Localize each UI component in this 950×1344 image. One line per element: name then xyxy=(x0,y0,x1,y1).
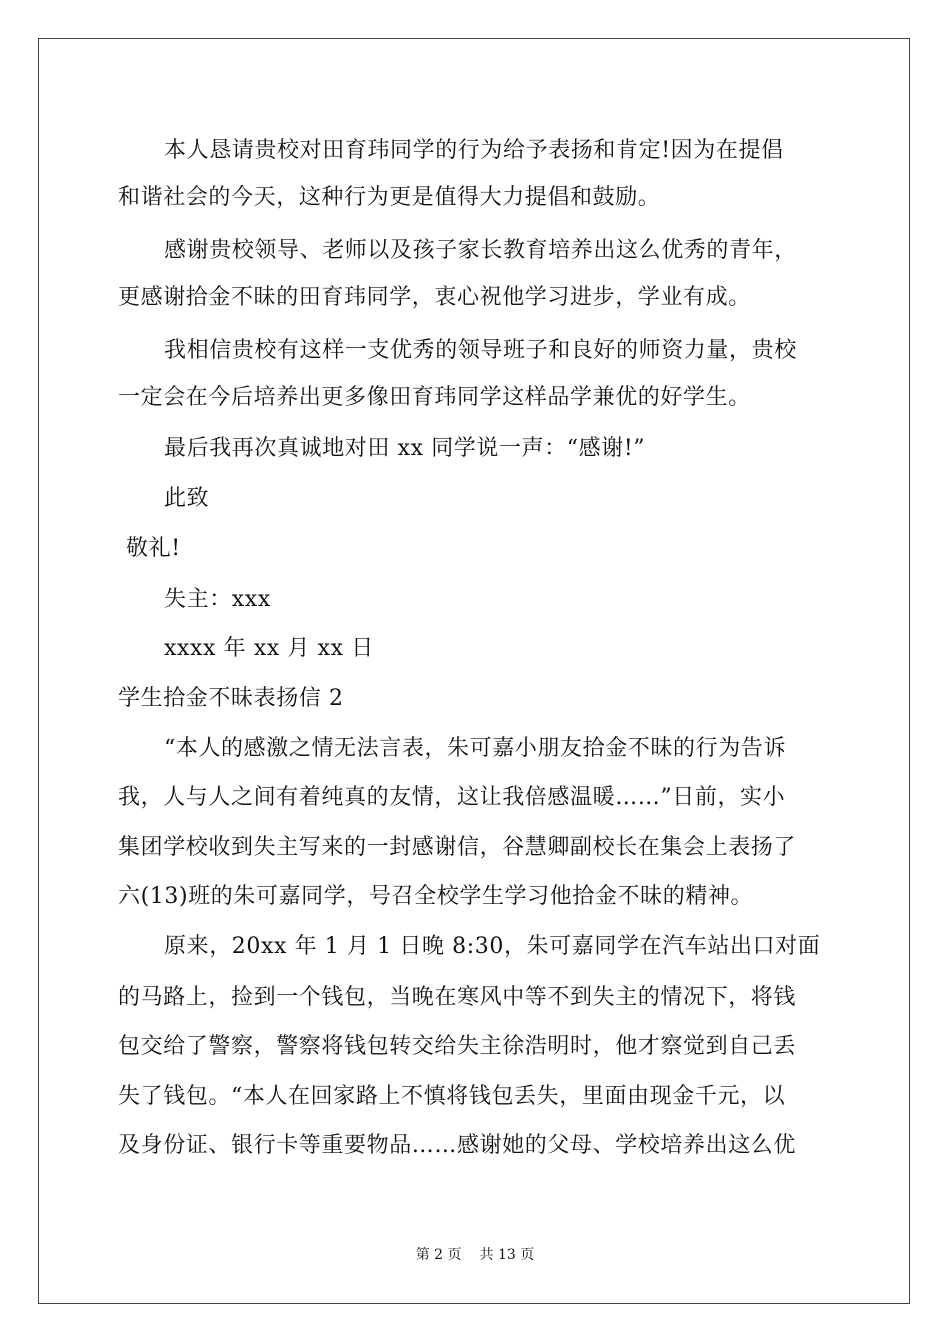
closing-salutation: 此致 xyxy=(164,486,210,511)
paragraph-1-line-2: 和谐社会的今天，这种行为更是值得大力提倡和鼓励。 xyxy=(118,185,661,210)
page-number: 第 2 页 xyxy=(415,1247,462,1263)
paragraph-3-line-1: 我相信贵校有这样一支优秀的领导班子和良好的师资力量，贵校 xyxy=(164,338,797,363)
section-title: 学生拾金不昧表扬信 2 xyxy=(118,686,344,711)
page-footer xyxy=(0,1246,950,1264)
page-total: 共 13 页 xyxy=(479,1247,535,1263)
date-line: xxxx 年 xx 月 xx 日 xyxy=(164,636,374,661)
paragraph-6-line-1: 原来，20xx 年 1 月 1 日晚 8:30，朱可嘉同学在汽车站出口对面 xyxy=(164,934,821,959)
paragraph-5-line-2: 我，人与人之间有着纯真的友情，这让我倍感温暖……”日前，实小 xyxy=(118,785,786,810)
signature: 失主：xxx xyxy=(164,587,271,612)
page-border xyxy=(38,38,910,1304)
closing-respect: 敬礼! xyxy=(126,536,181,561)
paragraph-4-line-1: 最后我再次真诚地对田 xx 同学说一声：“感谢!” xyxy=(164,436,646,461)
paragraph-5-line-1: “本人的感激之情无法言表，朱可嘉小朋友拾金不昧的行为告诉 xyxy=(164,736,787,761)
paragraph-1-line-1: 本人恳请贵校对田育玮同学的行为给予表扬和肯定!因为在提倡 xyxy=(164,138,784,163)
paragraph-6-line-4: 失了钱包。“本人在回家路上不慎将钱包丢失，里面由现金千元，以 xyxy=(118,1084,786,1109)
paragraph-6-line-3: 包交给了警察，警察将钱包转交给失主徐浩明时，他才察觉到自己丢 xyxy=(118,1034,797,1059)
paragraph-2-line-2: 更感谢拾金不昧的田育玮同学，衷心祝他学习进步，学业有成。 xyxy=(118,285,751,310)
paragraph-3-line-2: 一定会在今后培养出更多像田育玮同学这样品学兼优的好学生。 xyxy=(118,385,751,410)
paragraph-5-line-4: 六(13)班的朱可嘉同学，号召全校学生学习他拾金不昧的精神。 xyxy=(118,884,754,909)
paragraph-6-line-2: 的马路上，捡到一个钱包，当晚在寒风中等不到失主的情况下，将钱 xyxy=(118,985,797,1010)
paragraph-5-line-3: 集团学校收到失主写来的一封感谢信，谷慧卿副校长在集会上表扬了 xyxy=(118,835,797,860)
paragraph-2-line-1: 感谢贵校领导、老师以及孩子家长教育培养出这么优秀的青年， xyxy=(164,238,797,263)
paragraph-6-line-5: 及身份证、银行卡等重要物品……感谢她的父母、学校培养出这么优 xyxy=(118,1133,797,1158)
